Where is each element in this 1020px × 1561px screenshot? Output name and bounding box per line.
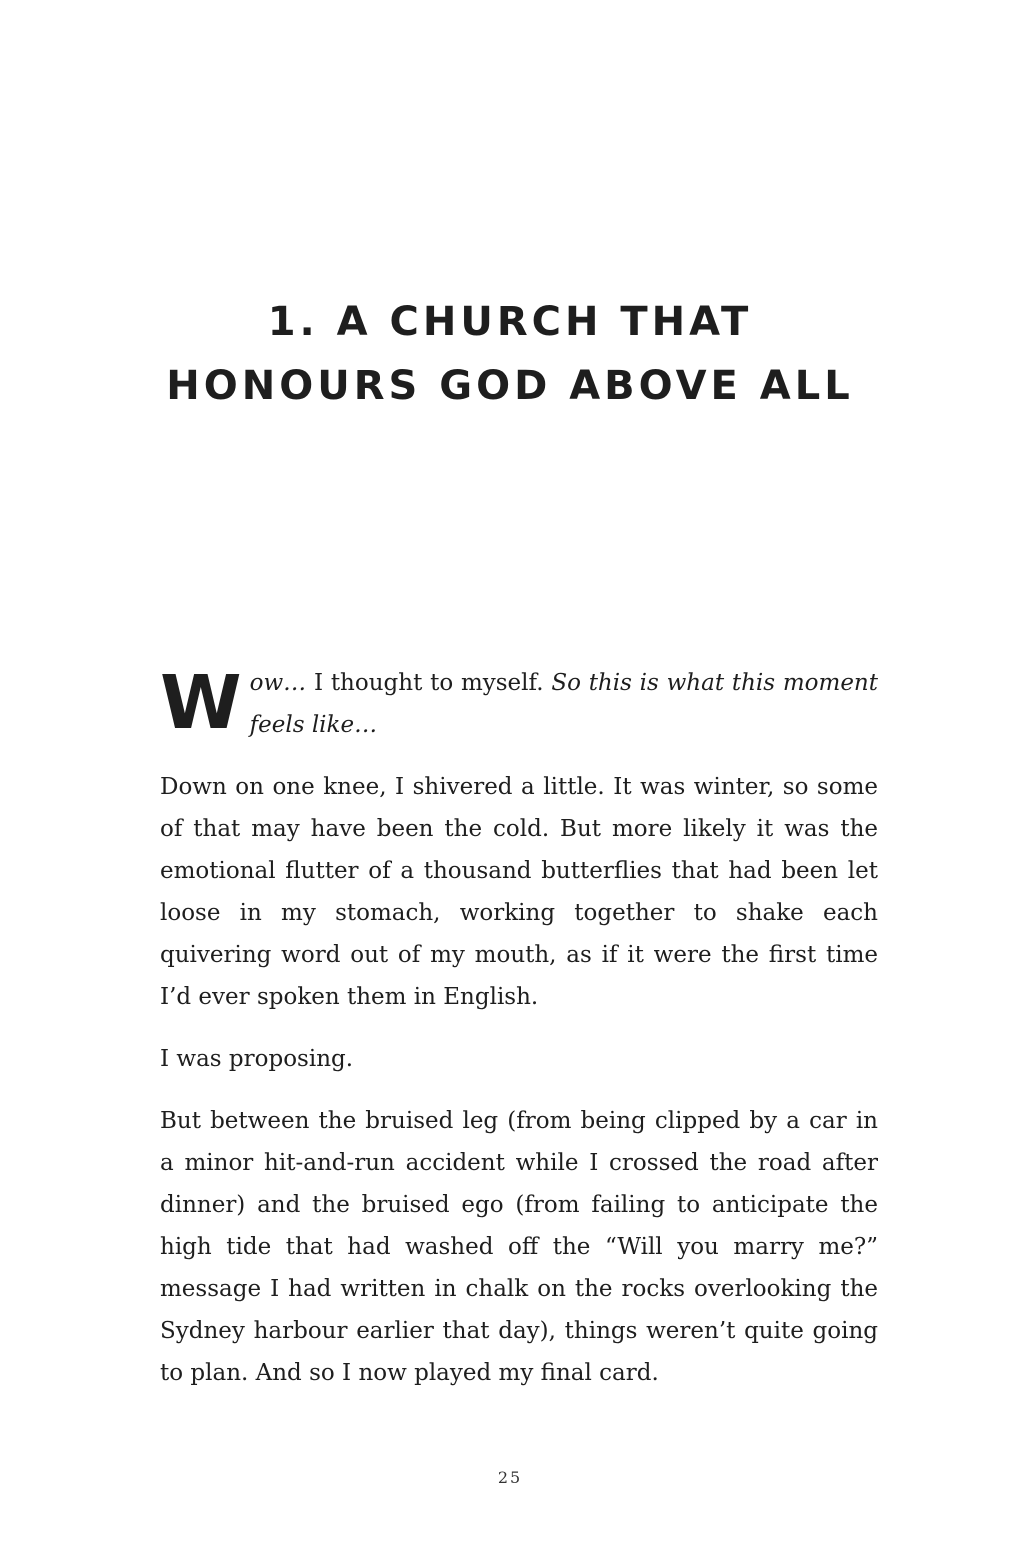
- paragraph-3: But between the bruised leg (from being clipped by a car in a minor hit-and-run accident while I crossed the road after dinner) and the bruised ego (from failing to anticipate the high tide that had washed off the “Will you marry me?” message I had written in chalk on the rocks overlooking the Sydney harbour earlier that day), things weren’t quite going to plan. And so I now played my final card.: [160, 1108, 878, 1386]
- body-text: [160, 662, 878, 1414]
- lead-opening: ow…: [249, 670, 307, 696]
- lead-italic-text: So this is what this moment feels like…: [249, 670, 878, 738]
- page-number: 25: [497, 1468, 523, 1487]
- paragraph-2: I was proposing.: [160, 1046, 354, 1072]
- chapter-title: [0, 290, 1020, 418]
- chapter-title-line-1: 1. A CHURCH THAT: [267, 299, 753, 345]
- lead-normal-text: I thought to myself.: [306, 670, 552, 696]
- lead-paragraph: [160, 662, 878, 746]
- drop-cap: W: [160, 660, 242, 746]
- paragraph-1: Down on one knee, I shivered a little. It was winter, so some of that may have been the cold. But more likely it was the emotional flutter of a thousand butterflies that had been let loose in my stomach, working together to shake each quivering word out of my mouth, as if it were the first time I’d ever spoken them in English.: [160, 774, 878, 1010]
- chapter-title-line-2: HONOURS GOD ABOVE ALL: [166, 363, 854, 409]
